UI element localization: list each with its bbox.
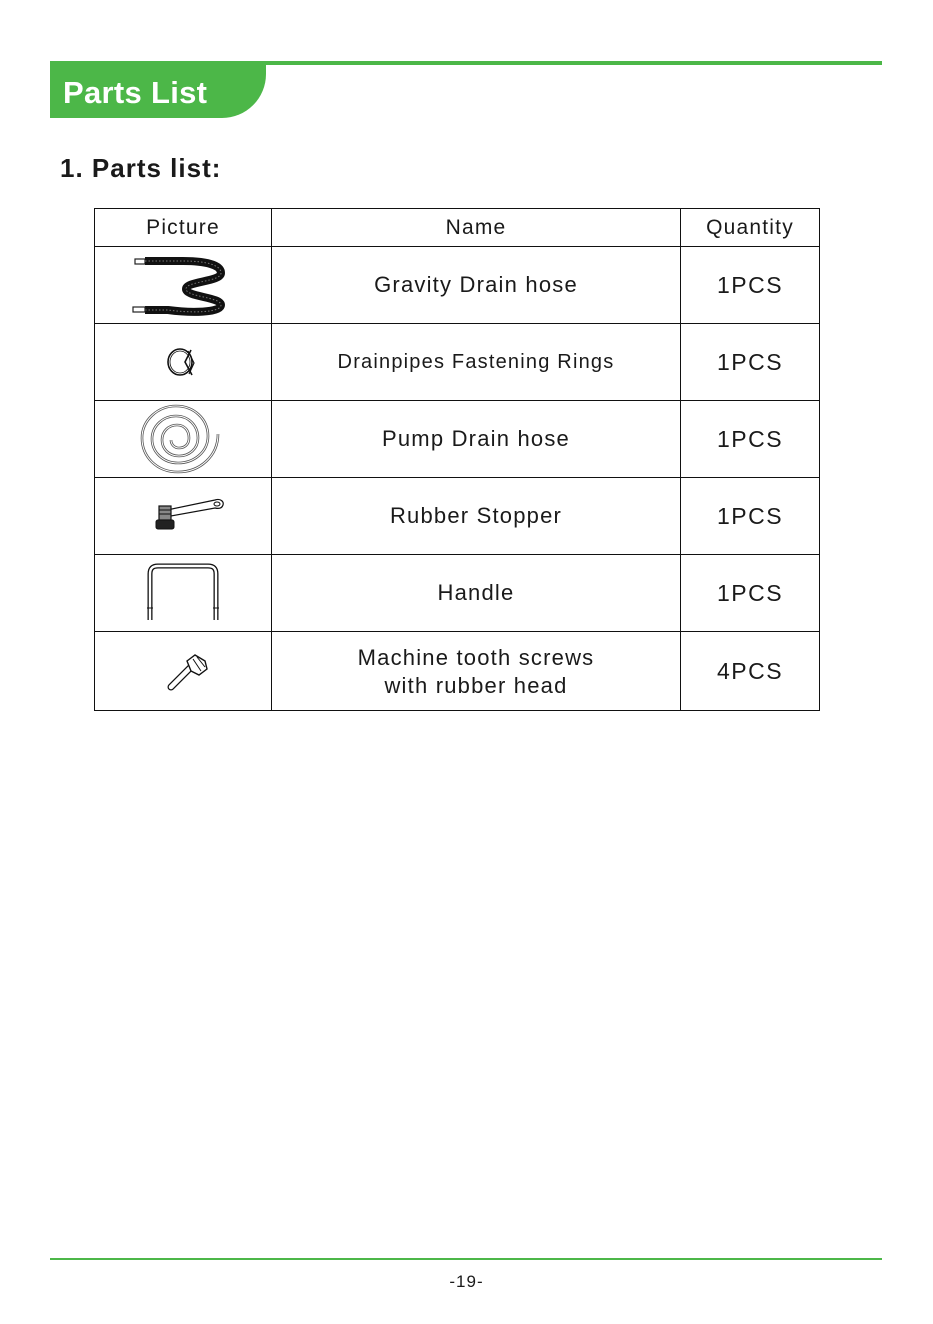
picture-cell xyxy=(95,324,272,401)
page-title: Parts List xyxy=(63,75,208,110)
page-number: -19- xyxy=(449,1272,484,1291)
section-heading: 1. Parts list: xyxy=(60,153,222,183)
picture-cell xyxy=(95,478,272,555)
table-row xyxy=(95,247,820,324)
part-name: Pump Drain hose xyxy=(272,401,681,478)
table-row xyxy=(95,555,820,632)
pump-drain-hose-icon xyxy=(138,402,228,476)
part-name: Rubber Stopper xyxy=(272,478,681,555)
column-header-name: Name xyxy=(272,209,681,247)
title-banner xyxy=(50,62,266,118)
part-quantity: 1PCS xyxy=(681,401,820,478)
part-quantity: 1PCS xyxy=(681,555,820,632)
part-quantity: 1PCS xyxy=(681,478,820,555)
part-name-line-2: with rubber head xyxy=(384,673,568,698)
part-quantity: 1PCS xyxy=(681,324,820,401)
table-row xyxy=(95,401,820,478)
screw-icon xyxy=(165,649,215,693)
column-header-picture: Picture xyxy=(95,209,272,247)
table-row xyxy=(95,324,820,401)
table-row xyxy=(95,632,820,711)
part-name xyxy=(272,632,681,711)
part-name: Gravity Drain hose xyxy=(272,247,681,324)
picture-cell xyxy=(95,555,272,632)
footer-rule xyxy=(50,1258,882,1260)
column-header-quantity: Quantity xyxy=(681,209,820,247)
part-name-line-1: Machine tooth screws xyxy=(357,645,595,670)
table-row xyxy=(95,478,820,555)
table-header-row xyxy=(95,209,820,247)
picture-cell xyxy=(95,247,272,324)
picture-cell xyxy=(95,632,272,711)
parts-table xyxy=(94,208,820,711)
part-name: Drainpipes Fastening Rings xyxy=(272,324,681,401)
handle-icon xyxy=(141,562,225,624)
part-quantity: 1PCS xyxy=(681,247,820,324)
picture-cell xyxy=(95,401,272,478)
gravity-drain-hose-icon xyxy=(128,253,238,317)
fastening-ring-icon xyxy=(163,342,203,382)
rubber-stopper-icon xyxy=(147,496,227,536)
part-name: Handle xyxy=(272,555,681,632)
part-quantity: 4PCS xyxy=(681,632,820,711)
